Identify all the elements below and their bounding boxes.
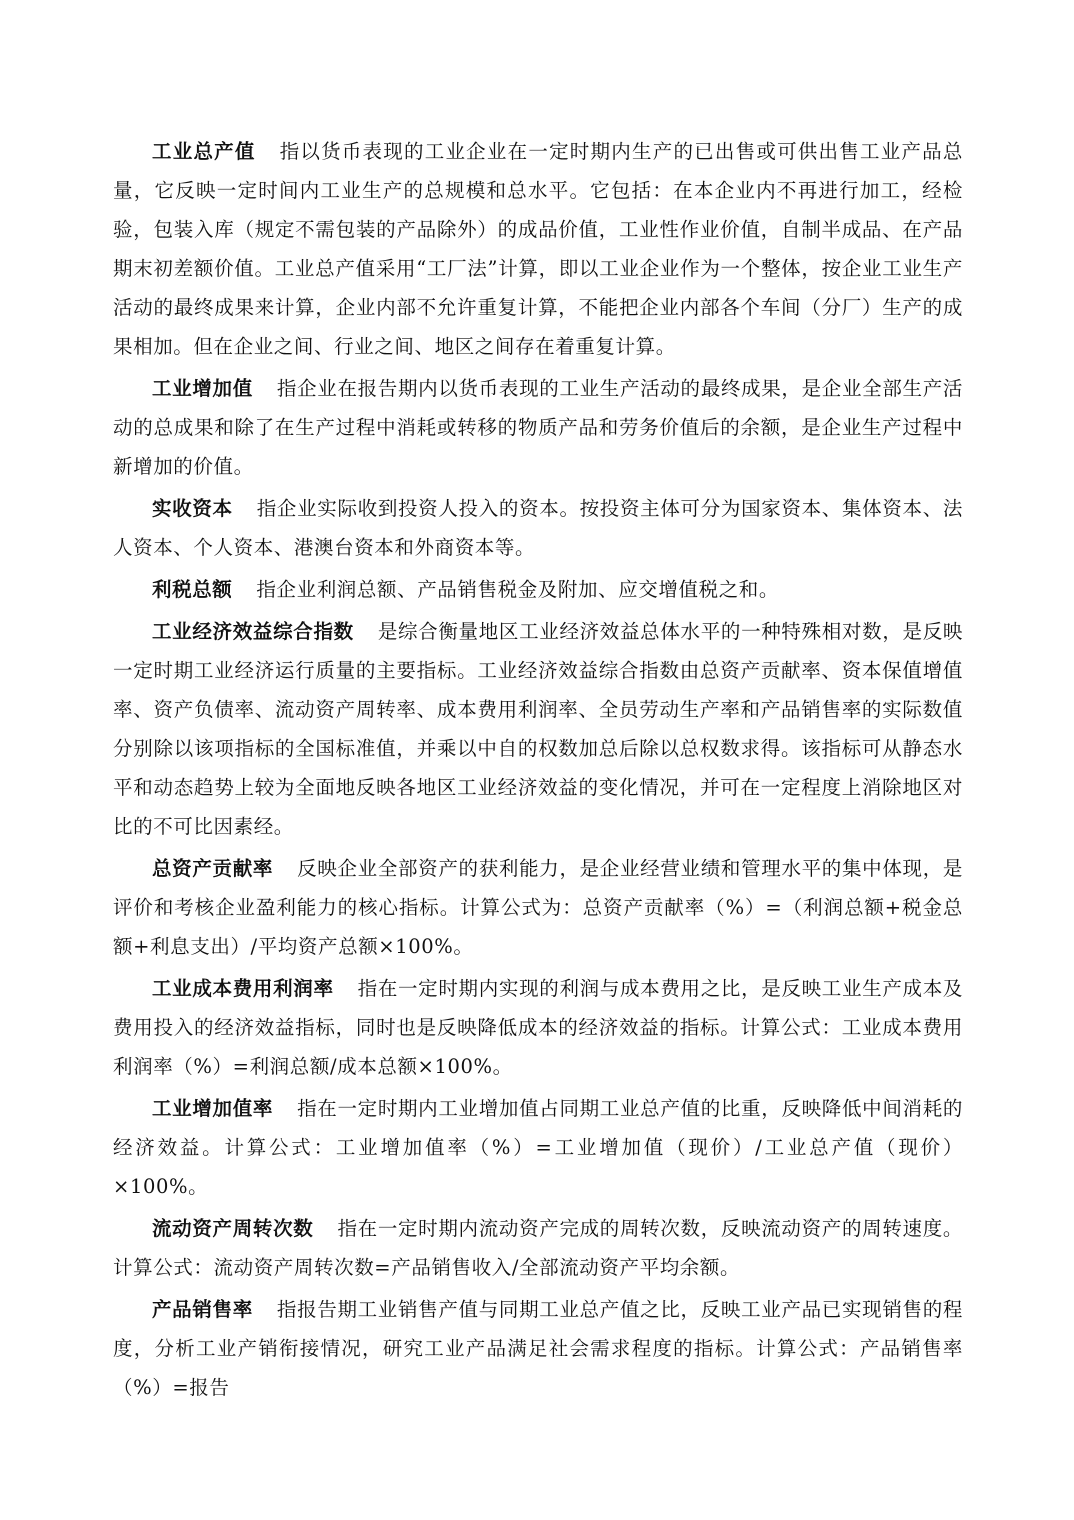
paragraph-total-profit-tax: [113, 570, 963, 609]
term-heading: 工业经济效益综合指数: [152, 620, 354, 643]
term-heading: 实收资本: [152, 497, 233, 520]
term-heading: 流动资产周转次数: [152, 1217, 314, 1240]
term-definition: 指在一定时期内实现的利润与成本费用之比，是反映工业生产成本及费用投入的经济效益指标，同时也是反映降低成本的经济效益的指标。计算公式：工业成本费用利润率（%）=利润总额/成本总额×100%。: [113, 977, 963, 1078]
paragraph-cost-profit-ratio: [113, 969, 963, 1086]
term-heading: 工业成本费用利润率: [152, 977, 334, 1000]
term-definition: 指企业在报告期内以货币表现的工业生产活动的最终成果，是企业全部生产活动的总成果和除了在生产过程中消耗或转移的物质产品和劳务价值后的余额，是企业生产过程中新增加的价值。: [113, 377, 963, 478]
paragraph-economic-benefit-index: [113, 612, 963, 846]
term-definition: 指企业实际收到投资人投入的资本。按投资主体可分为国家资本、集体资本、法人资本、个人资本、港澳台资本和外商资本等。: [113, 497, 963, 559]
term-heading: 利税总额: [152, 578, 233, 601]
document-body: [113, 132, 963, 1410]
term-heading: 工业增加值率: [152, 1097, 274, 1120]
paragraph-value-added-rate: [113, 1089, 963, 1206]
term-definition: 指报告期工业销售产值与同期工业总产值之比，反映工业产品已实现销售的程度，分析工业产销衔接情况，研究工业产品满足社会需求程度的指标。计算公式：产品销售率（%）=报告: [113, 1298, 963, 1399]
paragraph-paid-in-capital: [113, 489, 963, 567]
term-definition: 指企业利润总额、产品销售税金及附加、应交增值税之和。: [256, 578, 780, 601]
term-definition: 指在一定时期内流动资产完成的周转次数，反映流动资产的周转速度。计算公式：流动资产周转次数=产品销售收入/全部流动资产平均余额。: [113, 1217, 963, 1279]
term-definition: 是综合衡量地区工业经济效益总体水平的一种特殊相对数，是反映一定时期工业经济运行质量的主要指标。工业经济效益综合指数由总资产贡献率、资本保值增值率、资产负债率、流动资产周转率、成本费用利润率、全员劳动生产率和产品销售率的实际数值分别除以该项指标的全国标准值，并乘以中自的权数加总后除以总权数求得。该指标可从静态水平和动态趋势上较为全面地反映各地区工业经济效益的变化情况，并可在一定程度上消除地区对比的不可比因素经。: [113, 620, 963, 838]
paragraph-current-asset-turnover: [113, 1209, 963, 1287]
paragraph-total-asset-contribution: [113, 849, 963, 966]
term-definition: 指以货币表现的工业企业在一定时期内生产的已出售或可供出售工业产品总量，它反映一定时间内工业生产的总规模和总水平。它包括：在本企业内不再进行加工，经检验，包装入库（规定不需包装的产品除外）的成品价值，工业性作业价值，自制半成品、在产品期末初差额价值。工业总产值采用“工厂法”计算，即以工业企业作为一个整体，按企业工业生产活动的最终成果来计算，企业内部不允许重复计算，不能把企业内部各个车间（分厂）生产的成果相加。但在企业之间、行业之间、地区之间存在着重复计算。: [113, 140, 963, 358]
term-heading: 总资产贡献率: [152, 857, 274, 880]
term-heading: 产品销售率: [152, 1298, 253, 1321]
term-heading: 工业增加值: [152, 377, 253, 400]
paragraph-gross-industrial-output: [113, 132, 963, 366]
term-definition: 反映企业全部资产的获利能力，是企业经营业绩和管理水平的集中体现，是评价和考核企业盈利能力的核心指标。计算公式为：总资产贡献率（%）=（利润总额+税金总额+利息支出）/平均资产总额×100%。: [113, 857, 963, 958]
paragraph-sales-rate: [113, 1290, 963, 1407]
term-heading: 工业总产值: [152, 140, 256, 163]
paragraph-industrial-value-added: [113, 369, 963, 486]
term-definition: 指在一定时期内工业增加值占同期工业总产值的比重，反映降低中间消耗的经济效益。计算公式：工业增加值率（%）=工业增加值（现价）/工业总产值（现价）×100%。: [113, 1097, 963, 1198]
